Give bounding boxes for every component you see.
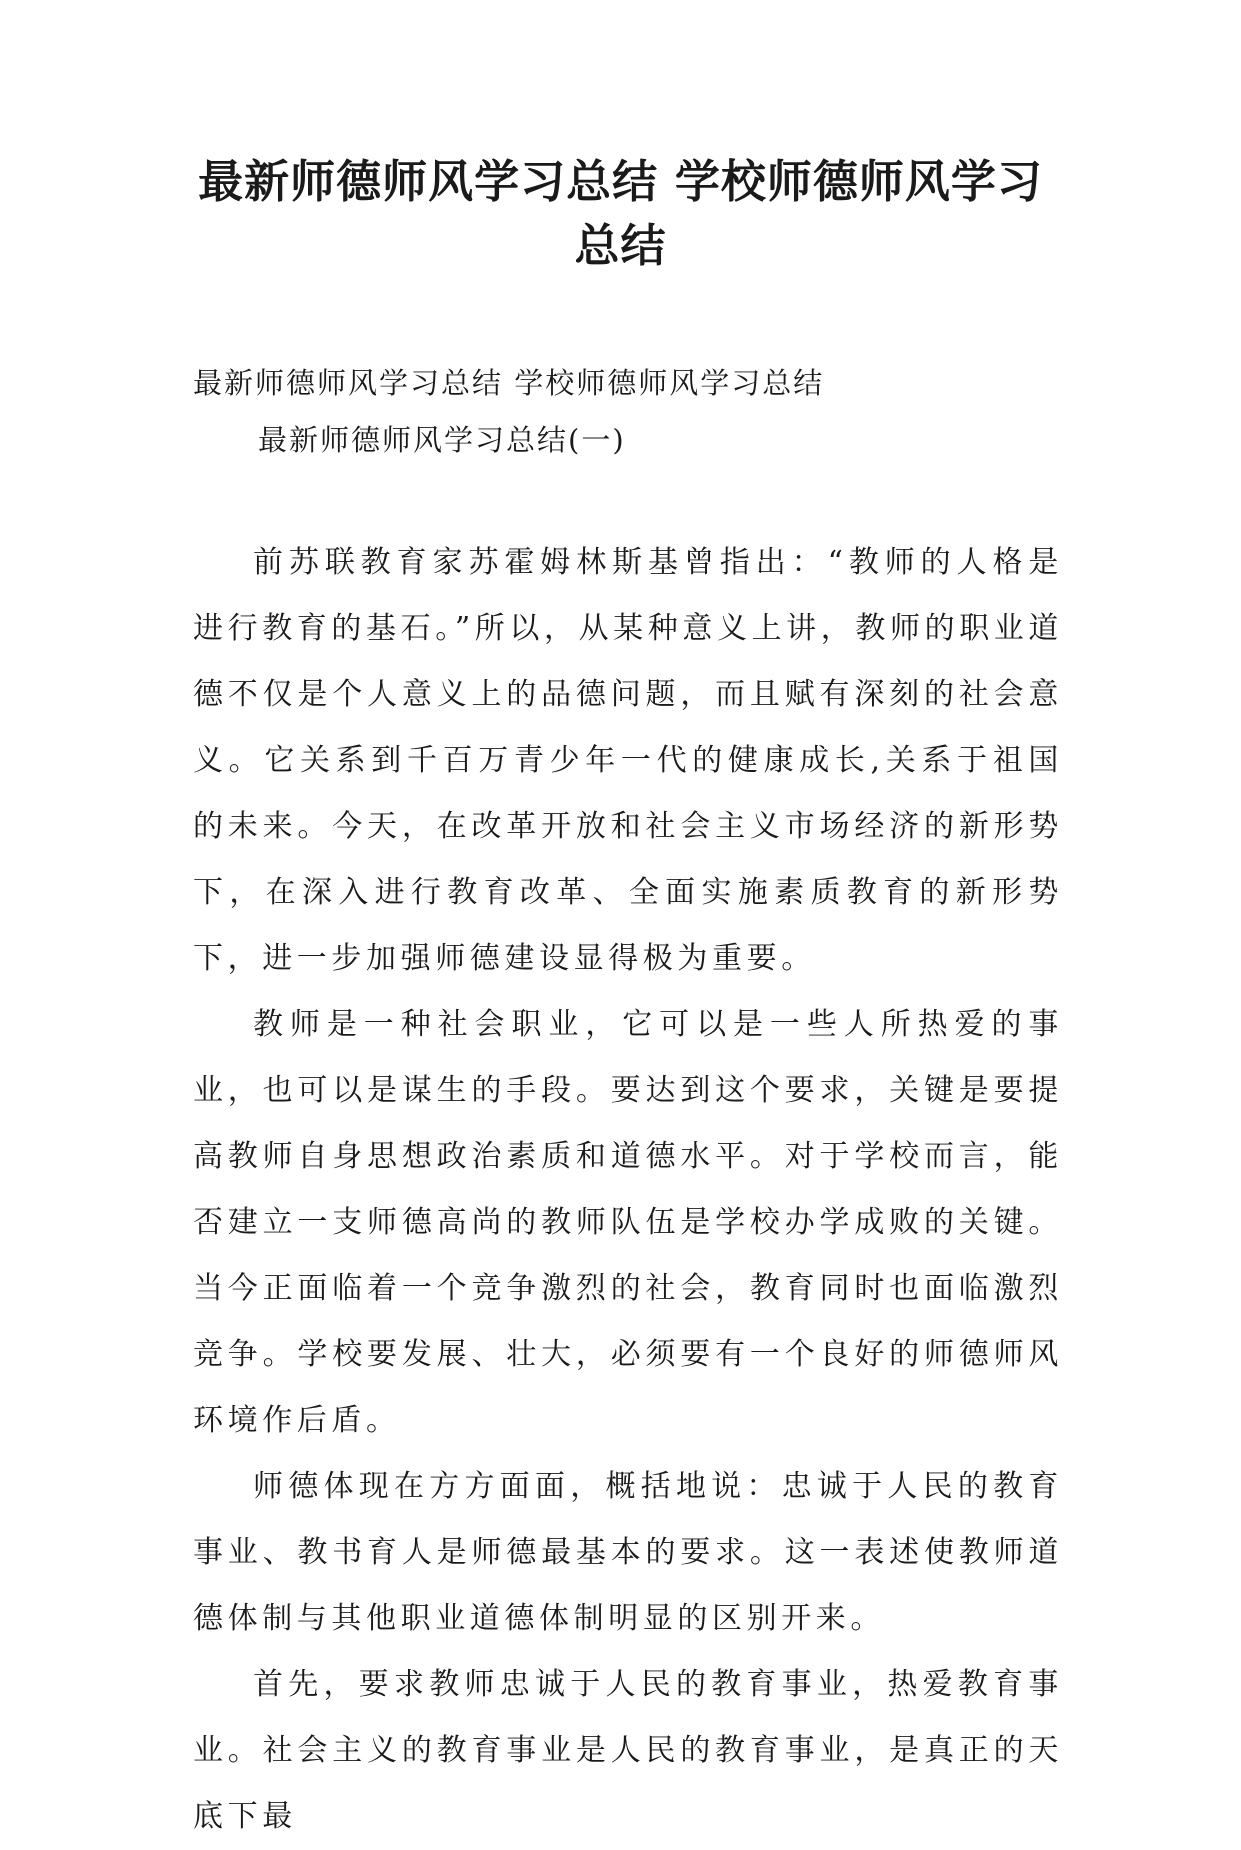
document-title-line-2: 总结 [574,219,667,272]
document-body [193,530,1063,1850]
document-subtitle: 最新师德师风学习总结 学校师德师风学习总结 [193,366,825,400]
document-title [150,150,1091,278]
paragraph-2: 教师是一种社会职业，它可以是一些人所热爱的事业，也可以是谋生的手段。要达到这个要求，关键是要提高教师自身思想政治素质和道德水平。对于学校而言，能否建立一支师德高尚的教师队伍是学校办学成败的关键。当今正面临着一个竞争激烈的社会，教育同时也面临激烈竞争。学校要发展、壮大，必须要有一个良好的师德师风环境作后盾。 [193,1007,1063,1438]
paragraph-4: 首先，要求教师忠诚于人民的教育事业，热爱教育事业。社会主义的教育事业是人民的教育事业，是真正的天底下最 [193,1667,1063,1834]
paragraph-1: 前苏联教育家苏霍姆林斯基曾指出：“教师的人格是进行教育的基石。”所以，从某种意义上讲，教师的职业道德不仅是个人意义上的品德问题，而且赋有深刻的社会意义。它关系到千百万青少年一代的健康成长,关系于祖国的未来。今天，在改革开放和社会主义市场经济的新形势下，在深入进行教育改革、全面实施素质教育的新形势下，进一步加强师德建设显得极为重要。 [193,545,1063,976]
paragraph-3: 师德体现在方方面面，概括地说：忠诚于人民的教育事业、教书育人是师德最基本的要求。这一表述使教师道德体制与其他职业道德体制明显的区别开来。 [193,1469,1063,1636]
document-title-line-1: 最新师德师风学习总结 学校师德师风学习 [198,155,1043,208]
section-heading: 最新师德师风学习总结(一) [258,423,626,457]
